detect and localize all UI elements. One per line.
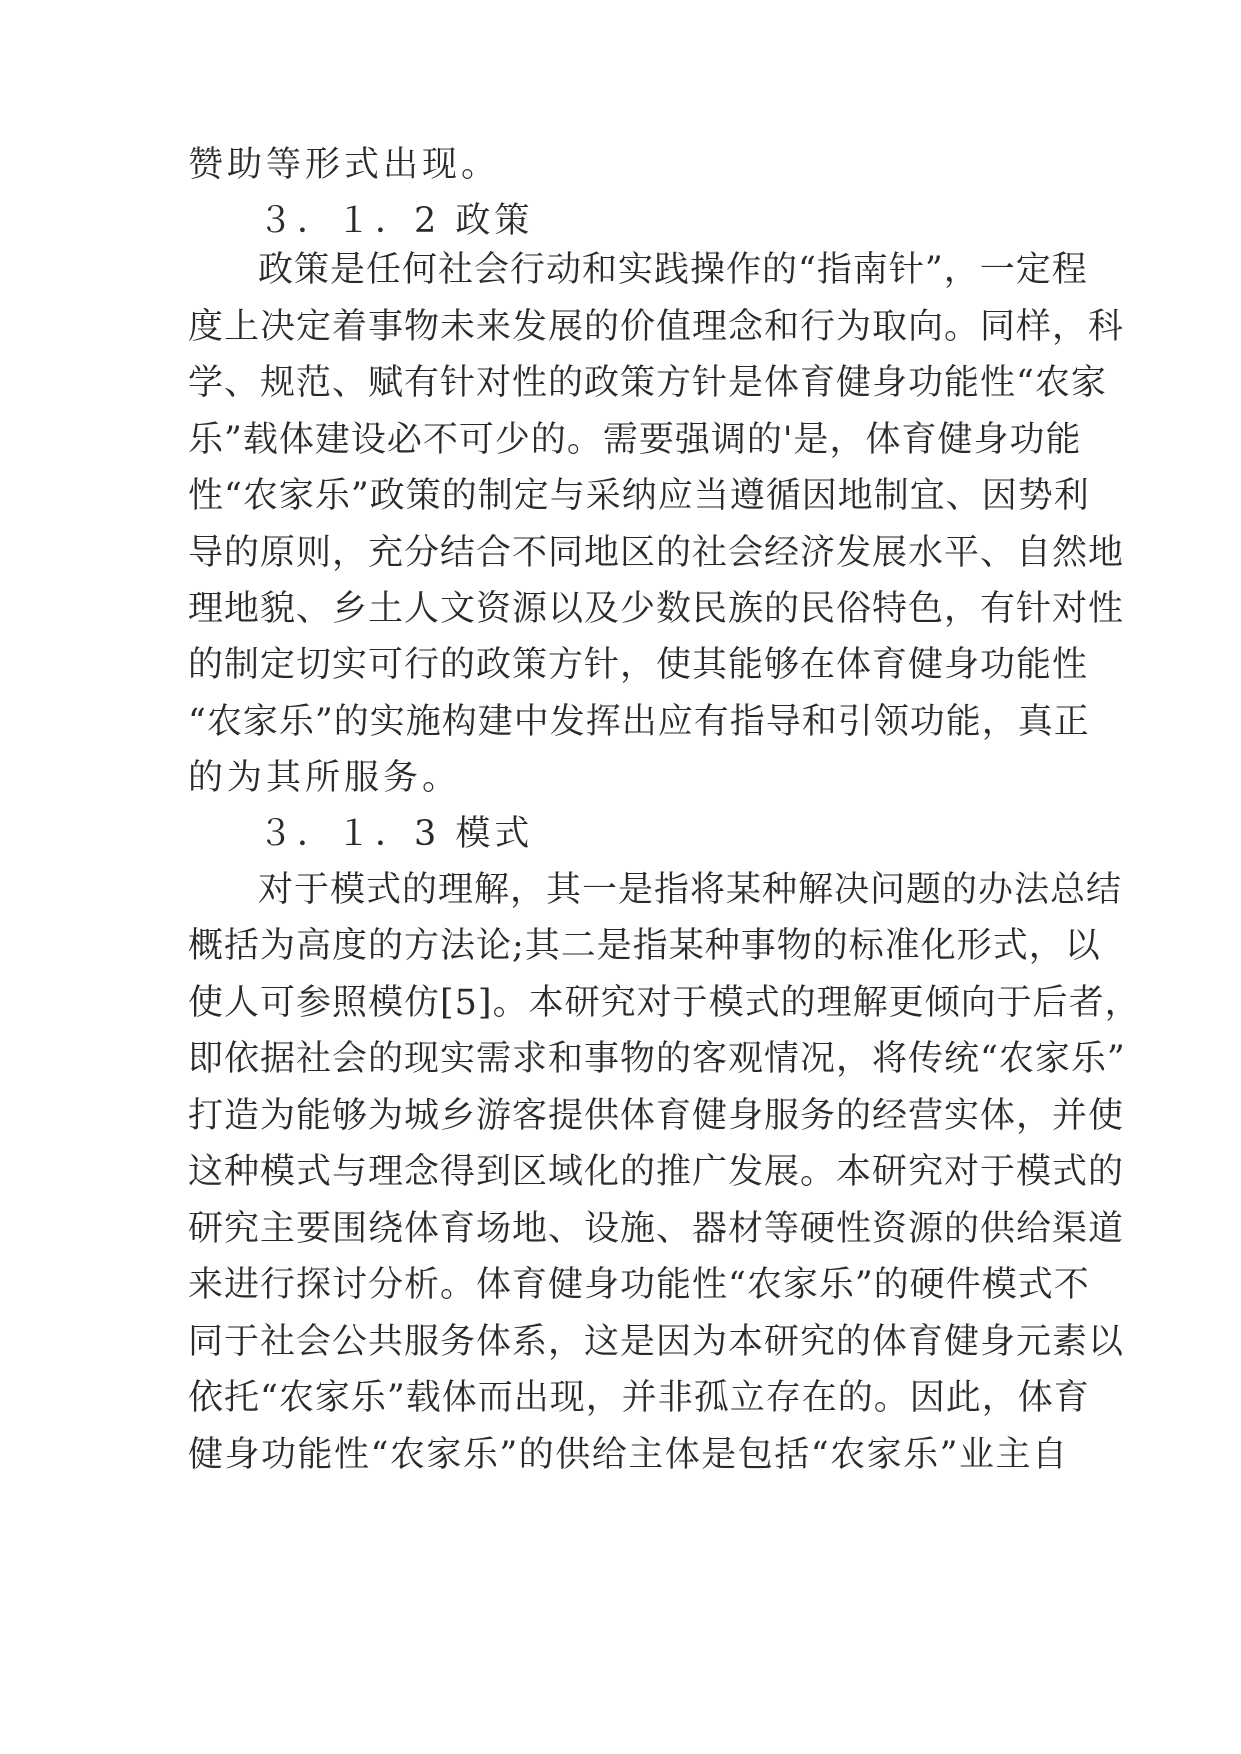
paragraph-line: 即依据社会的现实需求和事物的客观情况，将传统“农家乐” xyxy=(188,1039,1126,1079)
section-heading: ３．１．2 政策 xyxy=(258,201,534,241)
paragraph-line: 的制定切实可行的政策方针，使其能够在体育健身功能性 xyxy=(188,645,1089,685)
paragraph-line: 健身功能性“农家乐”的供给主体是包括“农家乐”业主自 xyxy=(188,1435,1068,1475)
paragraph-line: 同于社会公共服务体系，这是因为本研究的体育健身元素以 xyxy=(188,1322,1125,1362)
paragraph-line: 研究主要围绕体育场地、设施、器材等硬性资源的供给渠道 xyxy=(188,1209,1125,1249)
paragraph-line: 对于模式的理解，其一是指将某种解决问题的办法总结 xyxy=(258,870,1123,910)
paragraph-line: 这种模式与理念得到区域化的推广发展。本研究对于模式的 xyxy=(188,1152,1125,1192)
paragraph-line: 乐”载体建设必不可少的。需要强调的'是，体育健身功能 xyxy=(188,420,1082,460)
paragraph-line: 性“农家乐”政策的制定与采纳应当遵循因地制宜、因势利 xyxy=(188,476,1090,516)
paragraph-line: 学、规范、赋有针对性的政策方针是体育健身功能性“农家 xyxy=(188,363,1107,403)
paragraph-line: 打造为能够为城乡游客提供体育健身服务的经营实体，并使 xyxy=(188,1096,1125,1136)
paragraph-line: 依托“农家乐”载体而出现，并非孤立存在的。因此，体育 xyxy=(188,1378,1090,1418)
paragraph-line: 度上决定着事物未来发展的价值理念和行为取向。同样，科 xyxy=(188,307,1125,347)
paragraph-line: 使人可参照模仿[5]。本研究对于模式的理解更倾向于后者， xyxy=(188,983,1141,1023)
paragraph-line: 来进行探讨分析。体育健身功能性“农家乐”的硬件模式不 xyxy=(188,1265,1090,1305)
paragraph-line: 赞助等形式出现。 xyxy=(188,145,501,185)
paragraph-line: 导的原则，充分结合不同地区的社会经济发展水平、自然地 xyxy=(188,533,1125,573)
paragraph-line: “农家乐”的实施构建中发挥出应有指导和引领功能，真正 xyxy=(188,702,1090,742)
paragraph-line: 概括为高度的方法论;其二是指某种事物的标准化形式，以 xyxy=(188,926,1101,966)
paragraph-line: 的为其所服务。 xyxy=(188,758,462,798)
section-heading: ３．１．3 模式 xyxy=(258,814,534,854)
paragraph-line: 理地貌、乡土人文资源以及少数民族的民俗特色，有针对性 xyxy=(188,589,1125,629)
paragraph-line: 政策是任何社会行动和实践操作的“指南针”，一定程 xyxy=(258,250,1088,290)
